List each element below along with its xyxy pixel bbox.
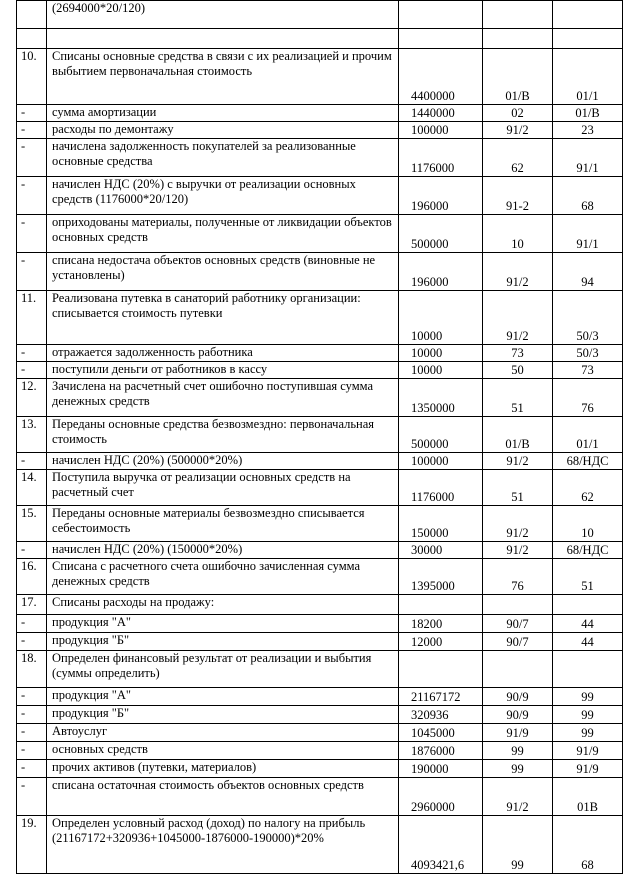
debit-account: 91/2 bbox=[483, 291, 553, 345]
entry-amount: 1395000 bbox=[399, 559, 483, 595]
debit-account bbox=[483, 595, 553, 615]
debit-account: 02 bbox=[483, 105, 553, 122]
debit-account: 91/2 bbox=[483, 253, 553, 291]
entry-amount: 30000 bbox=[399, 542, 483, 559]
entry-description: (2694000*20/120) bbox=[47, 1, 399, 29]
row-number: - bbox=[17, 362, 47, 379]
row-number: - bbox=[17, 724, 47, 742]
row-number bbox=[17, 29, 47, 49]
table-row bbox=[17, 177, 623, 215]
table-row bbox=[17, 688, 623, 706]
debit-account: 51 bbox=[483, 470, 553, 506]
credit-account: 91/9 bbox=[553, 742, 623, 760]
table-row bbox=[17, 29, 623, 49]
entry-amount: 12000 bbox=[399, 633, 483, 651]
table-row bbox=[17, 470, 623, 506]
row-number: 14. bbox=[17, 470, 47, 506]
credit-account: 50/3 bbox=[553, 345, 623, 362]
debit-account bbox=[483, 651, 553, 688]
table-row bbox=[17, 453, 623, 470]
row-number: 15. bbox=[17, 506, 47, 542]
table-row bbox=[17, 1, 623, 29]
credit-account: 99 bbox=[553, 688, 623, 706]
debit-account: 91/2 bbox=[483, 453, 553, 470]
row-number: - bbox=[17, 139, 47, 177]
table-row bbox=[17, 345, 623, 362]
debit-account: 50 bbox=[483, 362, 553, 379]
table-row bbox=[17, 706, 623, 724]
entry-amount: 320936 bbox=[399, 706, 483, 724]
credit-account: 01/В bbox=[553, 105, 623, 122]
entry-amount: 196000 bbox=[399, 253, 483, 291]
debit-account bbox=[483, 1, 553, 29]
journal-entries-table bbox=[16, 0, 623, 874]
row-number: - bbox=[17, 760, 47, 778]
credit-account bbox=[553, 651, 623, 688]
credit-account: 91/1 bbox=[553, 139, 623, 177]
debit-account: 90/7 bbox=[483, 633, 553, 651]
entry-description: основных средств bbox=[47, 742, 399, 760]
entry-amount bbox=[399, 651, 483, 688]
entry-amount: 2960000 bbox=[399, 778, 483, 816]
row-number: - bbox=[17, 706, 47, 724]
row-number: - bbox=[17, 215, 47, 253]
entry-amount: 196000 bbox=[399, 177, 483, 215]
entry-amount: 1350000 bbox=[399, 379, 483, 417]
debit-account: 62 bbox=[483, 139, 553, 177]
credit-account bbox=[553, 1, 623, 29]
debit-account: 91/2 bbox=[483, 122, 553, 139]
credit-account: 01/1 bbox=[553, 417, 623, 453]
debit-account: 91-2 bbox=[483, 177, 553, 215]
table-row bbox=[17, 542, 623, 559]
entry-description: Списана с расчетного счета ошибочно зачисленная сумма денежных средств bbox=[47, 559, 399, 595]
credit-account: 76 bbox=[553, 379, 623, 417]
credit-account: 94 bbox=[553, 253, 623, 291]
credit-account: 50/3 bbox=[553, 291, 623, 345]
entry-amount: 1440000 bbox=[399, 105, 483, 122]
row-number: - bbox=[17, 542, 47, 559]
entry-description: Списаны основные средства в связи с их реализацией и прочим выбытием первоначальная стоимость bbox=[47, 49, 399, 105]
credit-account: 01/1 bbox=[553, 49, 623, 105]
entry-amount bbox=[399, 29, 483, 49]
entry-amount: 500000 bbox=[399, 215, 483, 253]
row-number: - bbox=[17, 778, 47, 816]
entry-description: начислен НДС (20%) (500000*20%) bbox=[47, 453, 399, 470]
credit-account: 68 bbox=[553, 816, 623, 874]
row-number: 16. bbox=[17, 559, 47, 595]
row-number: - bbox=[17, 453, 47, 470]
entry-description: отражается задолженность работника bbox=[47, 345, 399, 362]
entry-amount: 18200 bbox=[399, 615, 483, 633]
debit-account: 51 bbox=[483, 379, 553, 417]
row-number: 18. bbox=[17, 651, 47, 688]
entry-description bbox=[47, 29, 399, 49]
table-row bbox=[17, 291, 623, 345]
debit-account: 91/9 bbox=[483, 724, 553, 742]
entry-amount: 10000 bbox=[399, 362, 483, 379]
table-row bbox=[17, 139, 623, 177]
row-number bbox=[17, 1, 47, 29]
row-number: 19. bbox=[17, 816, 47, 874]
table-row bbox=[17, 816, 623, 874]
entry-description: Переданы основные материалы безвозмездно списывается себестоимость bbox=[47, 506, 399, 542]
entry-description: прочих активов (путевки, материалов) bbox=[47, 760, 399, 778]
entry-description: списана недостача объектов основных средств (виновные не установлены) bbox=[47, 253, 399, 291]
debit-account: 73 bbox=[483, 345, 553, 362]
credit-account: 10 bbox=[553, 506, 623, 542]
entry-description: сумма амортизации bbox=[47, 105, 399, 122]
row-number: - bbox=[17, 615, 47, 633]
row-number: - bbox=[17, 177, 47, 215]
table-row bbox=[17, 362, 623, 379]
entry-description: продукция "А" bbox=[47, 688, 399, 706]
entry-description: начислен НДС (20%) с выручки от реализации основных средств (1176000*20/120) bbox=[47, 177, 399, 215]
row-number: - bbox=[17, 742, 47, 760]
entry-amount: 4093421,6 bbox=[399, 816, 483, 874]
debit-account: 90/9 bbox=[483, 706, 553, 724]
debit-account: 91/2 bbox=[483, 778, 553, 816]
table-row bbox=[17, 379, 623, 417]
table-row bbox=[17, 615, 623, 633]
debit-account: 99 bbox=[483, 760, 553, 778]
entry-amount: 150000 bbox=[399, 506, 483, 542]
table-row bbox=[17, 122, 623, 139]
table-row bbox=[17, 559, 623, 595]
entry-description: Автоуслуг bbox=[47, 724, 399, 742]
table-row bbox=[17, 742, 623, 760]
row-number: 10. bbox=[17, 49, 47, 105]
debit-account: 01/В bbox=[483, 417, 553, 453]
credit-account: 99 bbox=[553, 706, 623, 724]
credit-account: 01В bbox=[553, 778, 623, 816]
entry-description: расходы по демонтажу bbox=[47, 122, 399, 139]
row-number: 17. bbox=[17, 595, 47, 615]
table-row bbox=[17, 633, 623, 651]
table-row bbox=[17, 506, 623, 542]
entry-amount: 190000 bbox=[399, 760, 483, 778]
row-number: - bbox=[17, 633, 47, 651]
entry-description: продукция "А" bbox=[47, 615, 399, 633]
table-row bbox=[17, 778, 623, 816]
entry-amount: 1045000 bbox=[399, 724, 483, 742]
entry-amount: 4400000 bbox=[399, 49, 483, 105]
credit-account: 68/НДС bbox=[553, 453, 623, 470]
entry-amount: 100000 bbox=[399, 122, 483, 139]
entry-amount: 10000 bbox=[399, 345, 483, 362]
table-body bbox=[17, 1, 623, 874]
table-row bbox=[17, 595, 623, 615]
row-number: 13. bbox=[17, 417, 47, 453]
entry-amount: 10000 bbox=[399, 291, 483, 345]
entry-amount: 100000 bbox=[399, 453, 483, 470]
table-row bbox=[17, 651, 623, 688]
credit-account: 91/9 bbox=[553, 760, 623, 778]
table-row bbox=[17, 215, 623, 253]
debit-account: 90/7 bbox=[483, 615, 553, 633]
debit-account: 10 bbox=[483, 215, 553, 253]
credit-account bbox=[553, 29, 623, 49]
entry-description: Поступила выручка от реализации основных средств на расчетный счет bbox=[47, 470, 399, 506]
debit-account: 76 bbox=[483, 559, 553, 595]
entry-amount bbox=[399, 1, 483, 29]
table-row bbox=[17, 105, 623, 122]
table-row bbox=[17, 49, 623, 105]
credit-account: 99 bbox=[553, 724, 623, 742]
entry-amount: 1876000 bbox=[399, 742, 483, 760]
row-number: - bbox=[17, 688, 47, 706]
debit-account: 99 bbox=[483, 816, 553, 874]
table-row bbox=[17, 253, 623, 291]
credit-account: 91/1 bbox=[553, 215, 623, 253]
entry-amount: 1176000 bbox=[399, 139, 483, 177]
entry-amount: 500000 bbox=[399, 417, 483, 453]
row-number: 12. bbox=[17, 379, 47, 417]
entry-description: Зачислена на расчетный счет ошибочно поступившая сумма денежных средств bbox=[47, 379, 399, 417]
table-row bbox=[17, 760, 623, 778]
entry-description: Определен условный расход (доход) по налогу на прибыль (21167172+320936+1045000-1876000-190000)*20% bbox=[47, 816, 399, 874]
credit-account: 68/НДС bbox=[553, 542, 623, 559]
entry-description: Реализована путевка в санаторий работнику организации: списывается стоимость путевки bbox=[47, 291, 399, 345]
entry-description: продукция "Б" bbox=[47, 706, 399, 724]
row-number: - bbox=[17, 105, 47, 122]
entry-description: списана остаточная стоимость объектов основных средств bbox=[47, 778, 399, 816]
table-row bbox=[17, 417, 623, 453]
credit-account: 51 bbox=[553, 559, 623, 595]
credit-account: 68 bbox=[553, 177, 623, 215]
entry-description: продукция "Б" bbox=[47, 633, 399, 651]
entry-amount bbox=[399, 595, 483, 615]
row-number: - bbox=[17, 345, 47, 362]
debit-account: 91/2 bbox=[483, 506, 553, 542]
debit-account: 91/2 bbox=[483, 542, 553, 559]
entry-description: начислен НДС (20%) (150000*20%) bbox=[47, 542, 399, 559]
credit-account: 62 bbox=[553, 470, 623, 506]
debit-account: 90/9 bbox=[483, 688, 553, 706]
row-number: 11. bbox=[17, 291, 47, 345]
debit-account bbox=[483, 29, 553, 49]
entry-description: начислена задолженность покупателей за реализованные основные средства bbox=[47, 139, 399, 177]
debit-account: 99 bbox=[483, 742, 553, 760]
credit-account bbox=[553, 595, 623, 615]
credit-account: 44 bbox=[553, 615, 623, 633]
debit-account: 01/В bbox=[483, 49, 553, 105]
entry-description: поступили деньги от работников в кассу bbox=[47, 362, 399, 379]
entry-description: оприходованы материалы, полученные от ликвидации объектов основных средств bbox=[47, 215, 399, 253]
credit-account: 73 bbox=[553, 362, 623, 379]
row-number: - bbox=[17, 253, 47, 291]
entry-description: Списаны расходы на продажу: bbox=[47, 595, 399, 615]
credit-account: 23 bbox=[553, 122, 623, 139]
row-number: - bbox=[17, 122, 47, 139]
entry-description: Переданы основные средства безвозмездно: первоначальная стоимость bbox=[47, 417, 399, 453]
entry-amount: 1176000 bbox=[399, 470, 483, 506]
table-row bbox=[17, 724, 623, 742]
credit-account: 44 bbox=[553, 633, 623, 651]
entry-amount: 21167172 bbox=[399, 688, 483, 706]
entry-description: Определен финансовый результат от реализации и выбытия (суммы определить) bbox=[47, 651, 399, 688]
